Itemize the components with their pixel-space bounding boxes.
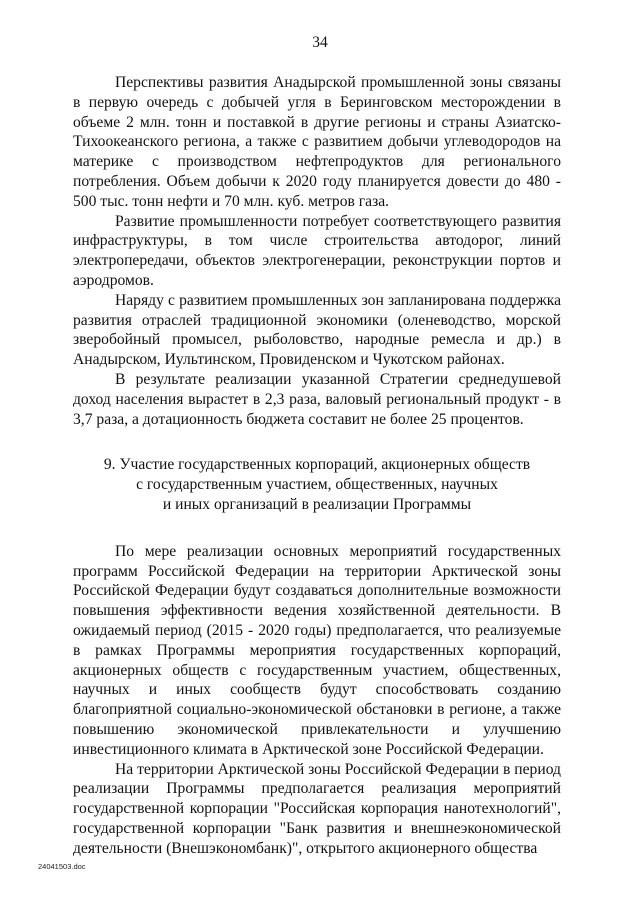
footer-filename: 24041503.doc <box>38 862 86 871</box>
paragraph-anadyr-industrial-zone: Перспективы развития Анадырской промышленной зоны связаны в первую очередь с добычей угля в Беринговском месторождении в объеме 2 млн. тонн и поставкой в другие регионы и страны Азиатско-Тихоокеанского региона, а также с развитием добычи углеводородов на материке с производством нефтепродуктов для регионального потребления. Объем добычи к 2020 году планируется довести до 480 - 500 тыс. тонн нефти и 70 млн. куб. метров газа. <box>73 74 561 210</box>
document-body <box>73 73 561 858</box>
section-heading-line-1: 9. Участие государственных корпораций, акционерных обществ <box>103 456 531 474</box>
section-heading-line-3: и иных организаций в реализации Программы <box>162 495 472 513</box>
paragraph-state-programs: По мере реализации основных мероприятий государственных программ Российской Федерации на территории Арктической зоны Российской Федерации будут создаваться дополнительные возможности повышения эффективности ведения хозяйственной деятельности. В ожидаемый период (2015 - 2020 годы) предполагается, что реализуемые в рамках Программы мероприятия государственных корпораций, акционерных обществ с государственным участием, общественных, научных и иных сообществ будут способствовать созданию благоприятной социально-экономической обстановки в регионе, а также повышению экономической привлекательности и улучшению инвестиционного климата в Арктической зоне Российской Федерации. <box>73 542 561 758</box>
section-heading <box>73 455 561 514</box>
paragraph-traditional-economy: Наряду с развитием промышленных зон запланирована поддержка развития отраслей традиционной экономики (оленеводство, морской зверобойный промысел, рыболовство, народные ремесла и др.) в Анадырском, Иультинском, Провиденском и Чукотском районах. <box>73 291 561 369</box>
page-number: 34 <box>312 34 328 51</box>
paragraph-state-corporations: На территории Арктической зоны Российской Федерации в период реализации Программы предполагается реализация мероприятий государственной корпорации "Российская корпорация нанотехнологий", государственной корпорации "Банк развития и внешнеэкономической деятельности (Внешэкономбанк)", открытого акционерного общества <box>73 760 561 857</box>
paragraph-strategy-results: В результате реализации указанной Стратегии среднедушевой доход населения вырастет в 2,3 раза, валовый региональный продукт - в 3,7 раза, а дотационность бюджета составит не более 25 процентов. <box>73 370 561 428</box>
section-heading-line-2: с государственным участием, общественных, научных <box>136 476 498 494</box>
paragraph-infrastructure: Развитие промышленности потребует соответствующего развития инфраструктуры, в том числе строительства автодорог, линий электропередачи, объектов электрогенерации, реконструкции портов и аэродромов. <box>73 212 561 289</box>
